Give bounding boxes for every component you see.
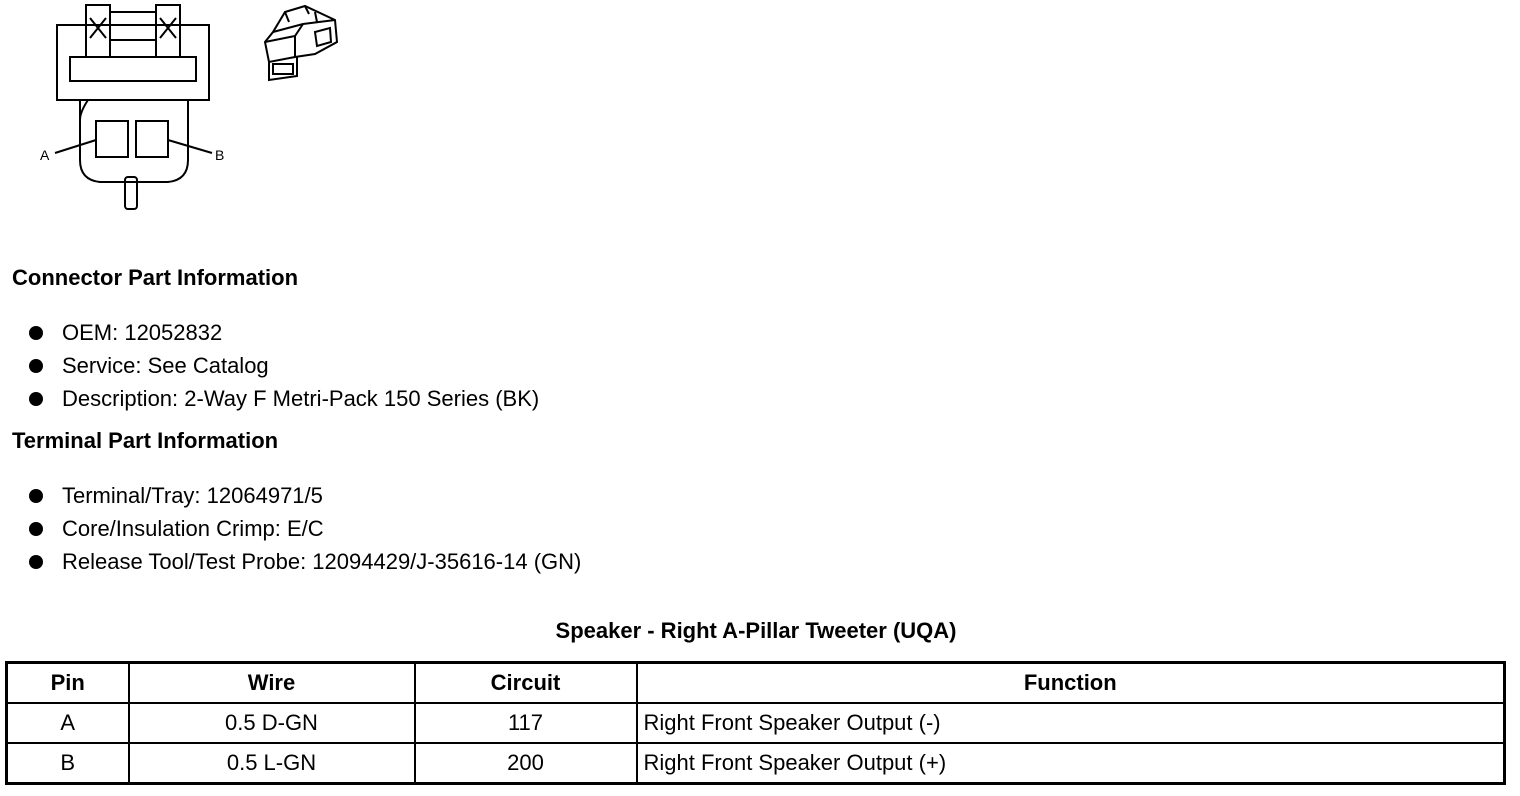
- bullet-icon: [29, 489, 43, 503]
- cell-pin: A: [7, 703, 129, 743]
- table-row: [7, 743, 1505, 784]
- connector-info-list: [0, 316, 539, 415]
- list-item: OEM: 12052832: [0, 316, 539, 349]
- connector-rib: [70, 57, 196, 81]
- cell-function: Right Front Speaker Output (+): [637, 743, 1505, 784]
- terminal-info-heading: Terminal Part Information: [12, 428, 279, 453]
- column-header-circuit: Circuit: [415, 663, 637, 704]
- list-item: Description: 2-Way F Metri-Pack 150 Series (BK): [0, 382, 539, 415]
- body-curve: [80, 100, 88, 120]
- leader-line-a: [55, 140, 96, 153]
- list-item: Service: See Catalog: [0, 349, 539, 382]
- cell-wire: 0.5 L-GN: [129, 743, 415, 784]
- column-header-pin: Pin: [7, 663, 129, 704]
- connector-housing-top: [57, 25, 209, 100]
- latch-right-mark: [160, 18, 176, 38]
- leader-line-b: [168, 140, 212, 153]
- bullet-icon: [29, 522, 43, 536]
- cell-function: Right Front Speaker Output (-): [637, 703, 1505, 743]
- cell-pin: B: [7, 743, 129, 784]
- bullet-icon: [29, 359, 43, 373]
- table-header-row: [7, 663, 1505, 704]
- cell-circuit: 117: [415, 703, 637, 743]
- connector-info-heading: Connector Part Information: [12, 265, 299, 290]
- cell-circuit: 200: [415, 743, 637, 784]
- connector-face-diagram: [0, 0, 250, 220]
- column-header-wire: Wire: [129, 663, 415, 704]
- pin-label-a: A: [40, 147, 50, 163]
- bullet-icon: [29, 555, 43, 569]
- bullet-icon: [29, 392, 43, 406]
- latch-left-mark: [90, 18, 106, 38]
- terminal-info-list: [0, 479, 581, 578]
- list-item: Terminal/Tray: 12064971/5: [0, 479, 581, 512]
- table-row: [7, 703, 1505, 743]
- list-item: Core/Insulation Crimp: E/C: [0, 512, 581, 545]
- cavity-a: [96, 121, 128, 157]
- list-item: Release Tool/Test Probe: 12094429/J-35616-14 (GN): [0, 545, 581, 578]
- table-caption: Speaker - Right A-Pillar Tweeter (UQA): [555, 618, 957, 643]
- latch-right: [156, 5, 180, 57]
- bullet-icon: [29, 326, 43, 340]
- column-header-function: Function: [637, 663, 1505, 704]
- latch-left: [86, 5, 110, 57]
- pin-label-b: B: [215, 147, 225, 163]
- pin-table: [5, 661, 1506, 785]
- connector-isometric-image: [255, 2, 350, 87]
- cavity-b: [136, 121, 168, 157]
- cell-wire: 0.5 D-GN: [129, 703, 415, 743]
